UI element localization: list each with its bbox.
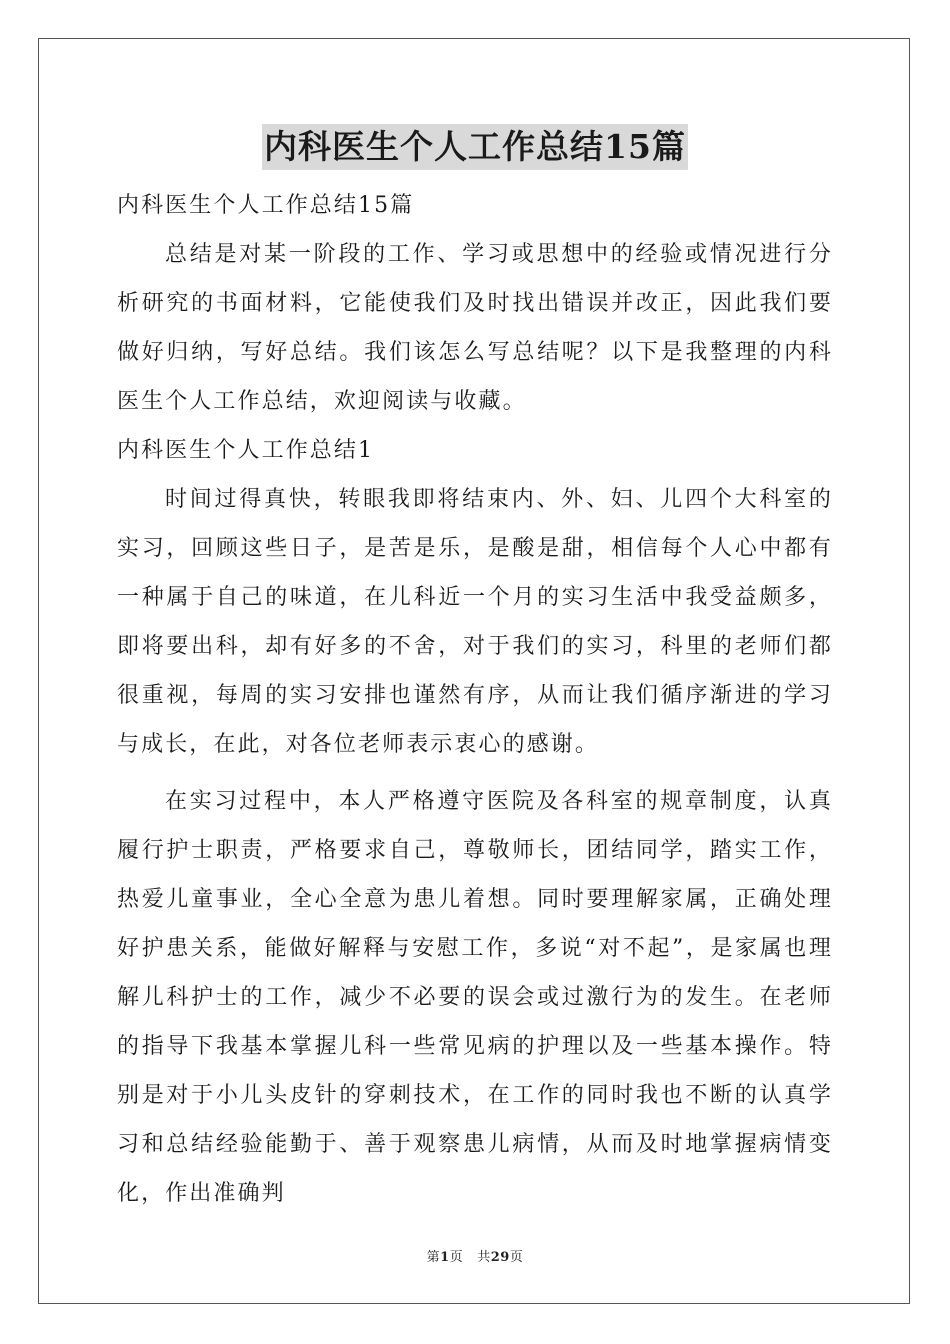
page-suffix: 页 (449, 1250, 464, 1265)
page-footer (0, 1246, 950, 1265)
document-title: 内科医生个人工作总结15篇 (262, 124, 688, 170)
section-heading: 内科医生个人工作总结1 (117, 438, 375, 463)
document-body (117, 181, 833, 1218)
total-prefix: 共 (477, 1250, 491, 1265)
intro-paragraph: 总结是对某一阶段的工作、学习或思想中的经验或情况进行分析研究的书面材料，它能使我们及时找出错误并改正，因此我们要做好归纳，写好总结。我们该怎么写总结呢？以下是我整理的内科医生个人工作总结，欢迎阅读与收藏。 (117, 242, 833, 414)
current-page-number: 1 (440, 1250, 450, 1265)
total-suffix: 页 (509, 1250, 524, 1265)
page-prefix: 第 (426, 1250, 441, 1265)
body-paragraph-1: 时间过得真快，转眼我即将结束内、外、妇、儿四个大科室的实习，回顾这些日子，是苦是乐，是酸是甜，相信每个人心中都有一种属于自己的味道，在儿科近一个月的实习生活中我受益颇多，即将要出科，却有好多的不舍，对于我们的实习，科里的老师们都很重视，每周的实习安排也谨然有序，从而让我们循序渐进的学习与成长，在此，对各位老师表示衷心的感谢。 (117, 487, 833, 757)
document-subtitle: 内科医生个人工作总结15篇 (117, 193, 415, 218)
body-paragraph-2: 在实习过程中，本人严格遵守医院及各科室的规章制度，认真履行护士职责，严格要求自己，尊敬师长，团结同学，踏实工作，热爱儿童事业，全心全意为患儿着想。同时要理解家属，正确处理好护患关系，能做好解释与安慰工作，多说“对不起”，是家属也理解儿科护士的工作，减少不必要的误会或过激行为的发生。在老师的指导下我基本掌握儿科一些常见病的护理以及一些基本操作。特别是对于小儿头皮针的穿刺技术，在工作的同时我也不断的认真学习和总结经验能勤于、善于观察患儿病情，从而及时地掌握病情变化，作出准确判 (117, 789, 833, 1206)
total-page-number: 29 (490, 1250, 510, 1265)
title-area (0, 124, 950, 170)
